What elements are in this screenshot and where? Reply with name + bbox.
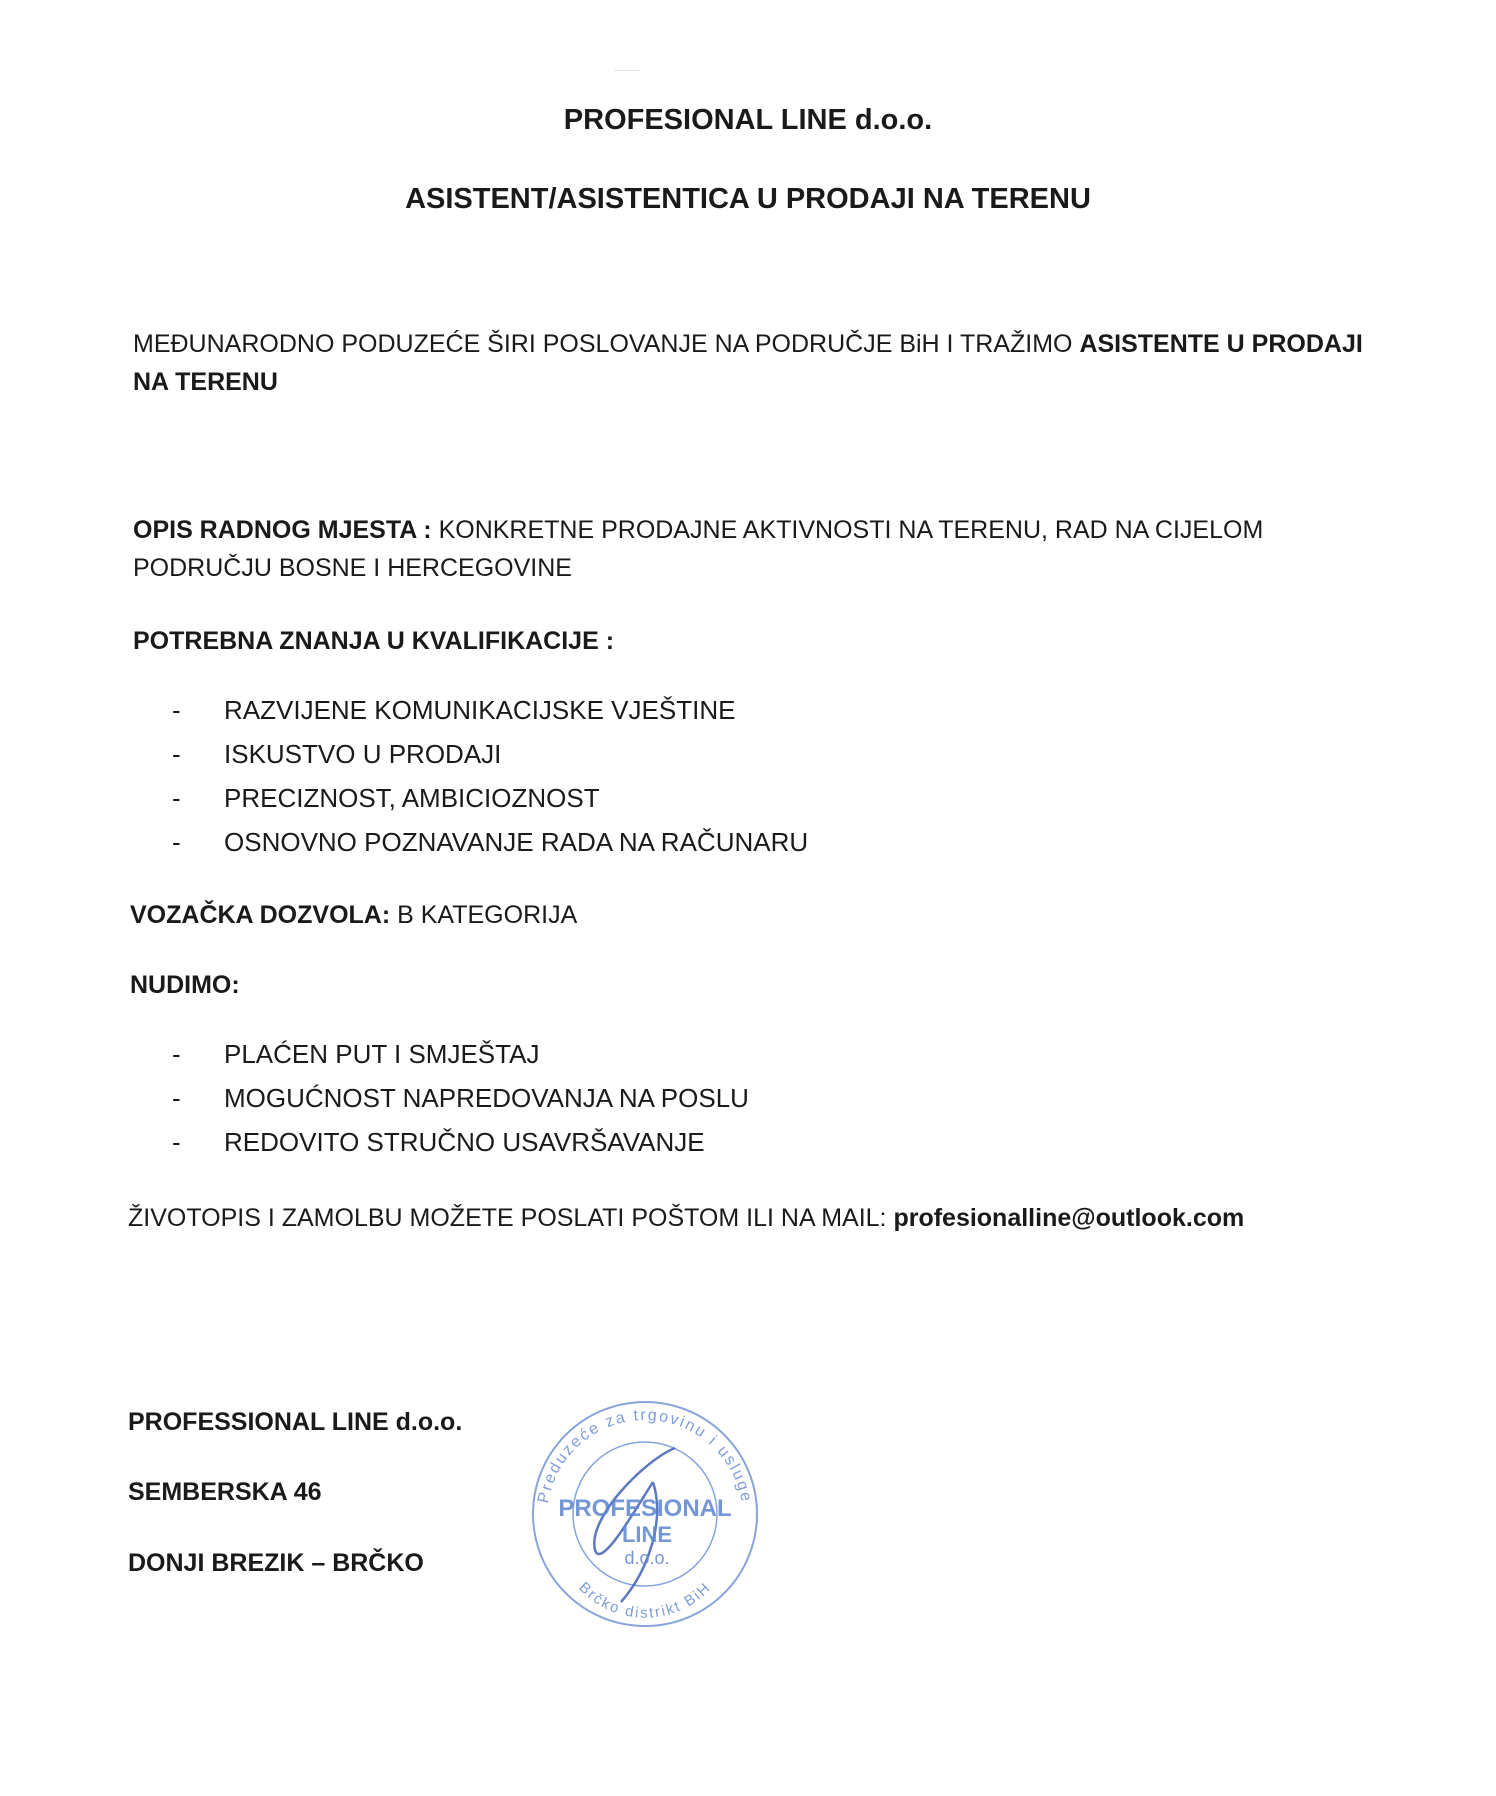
job-description-text: KONKRETNE PRODAJNE AKTIVNOSTI NA TERENU, RAD NA CIJELOM PODRUČJU BOSNE I HERCEGOVINE: [133, 516, 1264, 582]
list-item: [172, 688, 808, 732]
driving-license-label: VOZAČKA DOZVOLA:: [130, 901, 391, 929]
list-item: [172, 732, 808, 776]
address-street: SEMBERSKA 46: [128, 1478, 322, 1506]
stamp-line2: LINE: [621, 1522, 673, 1547]
list-item-text: RAZVIJENE KOMUNIKACIJSKE VJEŠTINE: [224, 695, 736, 725]
company-stamp: [525, 1400, 765, 1628]
bullet-dash: -: [172, 1083, 181, 1113]
bullet-dash: -: [172, 1127, 181, 1157]
offer-list: [172, 1032, 749, 1164]
list-item: [172, 1120, 749, 1164]
contact-line: [128, 1199, 1244, 1237]
scan-artifact: [614, 70, 640, 71]
stamp-ring-text: Preduzeće za trgovinu i usluge: [535, 1406, 755, 1505]
list-item: [172, 1076, 749, 1120]
address-company: PROFESSIONAL LINE d.o.o.: [128, 1408, 463, 1436]
stamp-bottom-text: Brčko distrikt BiH: [575, 1578, 715, 1622]
list-item-text: MOGUĆNOST NAPREDOVANJA NA POSLU: [224, 1083, 749, 1113]
bullet-dash: -: [172, 827, 181, 857]
job-description-label: OPIS RADNOG MJESTA :: [133, 516, 432, 544]
stamp-line1: PROFESIONAL: [558, 1495, 732, 1522]
contact-email: profesionalline@outlook.com: [893, 1204, 1245, 1232]
bullet-dash: -: [172, 783, 181, 813]
list-item: [172, 776, 808, 820]
job-description: [133, 511, 1363, 587]
list-item-text: REDOVITO STRUČNO USAVRŠAVANJE: [224, 1127, 705, 1157]
requirements-list: [172, 688, 808, 864]
intro-text: MEĐUNARODNO PODUZEĆE ŠIRI POSLOVANJE NA PODRUČJE BiH I TRAŽIMO: [133, 330, 1080, 358]
contact-text: ŽIVOTOPIS I ZAMOLBU MOŽETE POSLATI POŠTOM ILI NA MAIL:: [128, 1204, 894, 1232]
list-item: [172, 1032, 749, 1076]
driving-license: [130, 896, 577, 934]
bullet-dash: -: [172, 695, 181, 725]
intro-bold-text: ASISTENTE U PRODAJI NA TERENU: [133, 330, 1363, 396]
list-item-text: OSNOVNO POZNAVANJE RADA NA RAČUNARU: [224, 827, 809, 857]
address-city: DONJI BREZIK – BRČKO: [128, 1549, 424, 1577]
bullet-dash: -: [172, 739, 181, 769]
svg-text:Preduzeće za trgovinu i usluge: [535, 1407, 755, 1505]
intro-paragraph: [133, 325, 1363, 401]
stamp-line3: d.o.o.: [624, 1548, 670, 1568]
list-item: [172, 820, 808, 864]
list-item-text: ISKUSTVO U PRODAJI: [224, 739, 502, 769]
bullet-dash: -: [172, 1039, 181, 1069]
job-title: ASISTENT/ASISTENTICA U PRODAJI NA TERENU: [405, 183, 1091, 215]
list-item-text: PLAĆEN PUT I SMJEŠTAJ: [224, 1039, 540, 1069]
list-item-text: PRECIZNOST, AMBICIOZNOST: [224, 783, 600, 813]
offer-title: NUDIMO:: [130, 971, 240, 999]
requirements-title: POTREBNA ZNANJA U KVALIFIKACIJE :: [133, 627, 615, 655]
driving-license-value: B KATEGORIJA: [390, 901, 578, 929]
company-title: PROFESIONAL LINE d.o.o.: [563, 104, 933, 136]
